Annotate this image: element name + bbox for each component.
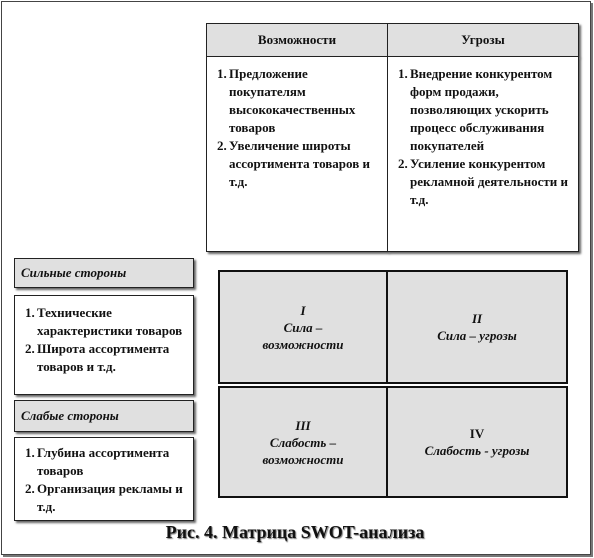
quadrant-label: Сила – угрозы [437,328,517,343]
weakness-item: Глубина ассортимента товаров [37,445,170,478]
opportunities-header [206,23,388,57]
quadrant-weaknesses-opportunities [218,386,388,498]
strengths-title: Сильные стороны [21,265,127,280]
quadrant-number: IV [469,426,485,441]
threat-item: Внедрение конкурентом форм продажи, позволяющих ускорить процесс обслуживания покупателей [410,66,553,153]
threats-title: Угрозы [461,32,505,47]
quadrant-weaknesses-threats [386,386,568,498]
opportunity-item: Предложение покупателям высококачественных товаров [229,66,356,135]
threat-item: Усиление конкурентом рекламной деятельности и т.д. [410,156,568,207]
quadrant-number: I [300,302,306,318]
quadrant-label: Сила – возможности [262,319,344,352]
figure-caption: Рис. 4. Матрица SWOT-анализа [165,522,425,542]
weaknesses-list-box [14,437,194,521]
threats-header [387,23,579,57]
quadrant-number: III [295,417,311,433]
threats-list-box [387,56,579,252]
strength-item: Технические характеристики товаров [37,305,183,338]
opportunity-item: Увеличение широты ассортимента товаров и т.д. [229,138,370,189]
quadrant-strengths-opportunities [218,270,388,384]
quadrant-strengths-threats [386,270,568,384]
weaknesses-title: Слабые стороны [21,408,119,423]
opportunities-list-box [206,56,388,252]
opportunities-list [217,65,379,191]
quadrant-number: II [471,311,483,326]
weaknesses-header [14,400,194,432]
strength-item: Широта ассортимента товаров и т.д. [37,341,170,374]
threats-list [398,65,572,209]
quadrant-label: Слабость - угрозы [424,443,530,458]
strengths-header [14,258,194,288]
strengths-list-box [14,295,194,395]
weaknesses-list [25,444,187,516]
quadrant-label: Слабость – возможности [262,434,344,467]
strengths-list [25,304,187,376]
opportunities-title: Возможности [257,32,337,47]
weakness-item: Организация рекламы и т.д. [37,481,183,514]
